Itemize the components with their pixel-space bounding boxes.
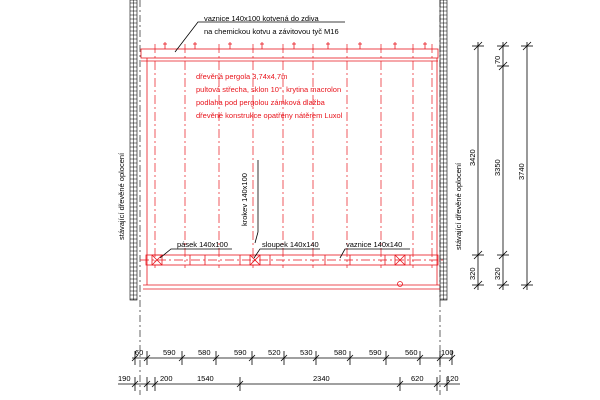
description-line: dřevěné konstrukce opatřeny nátěrem Luxol bbox=[196, 111, 343, 120]
wall-beam-note-line2: na chemickou kotvu a závitovou tyč M16 bbox=[204, 27, 339, 36]
dim-label: 590 bbox=[163, 348, 176, 357]
dim-label-vertical: 3740 bbox=[517, 163, 526, 180]
vertical-dimension-3 bbox=[517, 42, 533, 290]
dim-label: 200 bbox=[160, 374, 173, 383]
description bbox=[196, 72, 343, 120]
dim-label: 1540 bbox=[197, 374, 214, 383]
brace-note-label: pásek 140x100 bbox=[177, 240, 228, 249]
description-line: pultová střecha, sklon 10°, krytina macrolon bbox=[196, 85, 342, 94]
dim-label-vertical: 70 bbox=[493, 55, 502, 64]
wall-anchors bbox=[163, 42, 427, 49]
wall-beam bbox=[141, 49, 438, 61]
dimension-row-2 bbox=[118, 374, 460, 391]
dim-label: 580 bbox=[198, 348, 211, 357]
description-line: podlaha pod pergolou zámková dlažba bbox=[196, 98, 325, 107]
fence-right-label: stávající dřevěné oplocení bbox=[454, 162, 463, 250]
dim-label-vertical: 3420 bbox=[468, 149, 477, 166]
dim-label: 620 bbox=[411, 374, 424, 383]
dim-label-vertical: 3350 bbox=[493, 159, 502, 176]
dim-label: 190 bbox=[118, 374, 131, 383]
vertical-dimension-2 bbox=[493, 42, 509, 290]
dim-label: 590 bbox=[369, 348, 382, 357]
dim-label: 580 bbox=[334, 348, 347, 357]
fence-right bbox=[440, 0, 447, 300]
dim-label: 120 bbox=[446, 374, 459, 383]
dim-label-vertical: 320 bbox=[493, 267, 502, 280]
dim-label: 560 bbox=[405, 348, 418, 357]
vertical-dimension-1 bbox=[468, 42, 484, 290]
dim-label: 520 bbox=[268, 348, 281, 357]
front-beam-note-label: vaznice 140x140 bbox=[346, 240, 403, 249]
dim-label: 590 bbox=[234, 348, 247, 357]
wall-beam-note bbox=[175, 14, 345, 52]
wall-beam-note-line1: vaznice 140x100 kotvená do zdiva bbox=[204, 14, 319, 23]
dim-label-vertical: 320 bbox=[468, 267, 477, 280]
description-line: dřevěná pergola 3,74x4,7m bbox=[196, 72, 288, 81]
dim-label: 2340 bbox=[313, 374, 330, 383]
fence-left bbox=[130, 0, 137, 300]
gutter-outlet bbox=[398, 282, 403, 287]
rafter-note-label: krokev 140x100 bbox=[240, 173, 249, 226]
fence-left-label: stávající dřevěné oplocení bbox=[117, 152, 126, 240]
post-note-label: sloupek 140x140 bbox=[262, 240, 319, 249]
dim-label: 530 bbox=[300, 348, 313, 357]
dim-label: 100 bbox=[441, 348, 454, 357]
dimension-row-1 bbox=[132, 348, 455, 365]
front-beam bbox=[140, 255, 445, 265]
dim-label: 60 bbox=[135, 348, 144, 357]
rafter-note bbox=[240, 160, 258, 243]
